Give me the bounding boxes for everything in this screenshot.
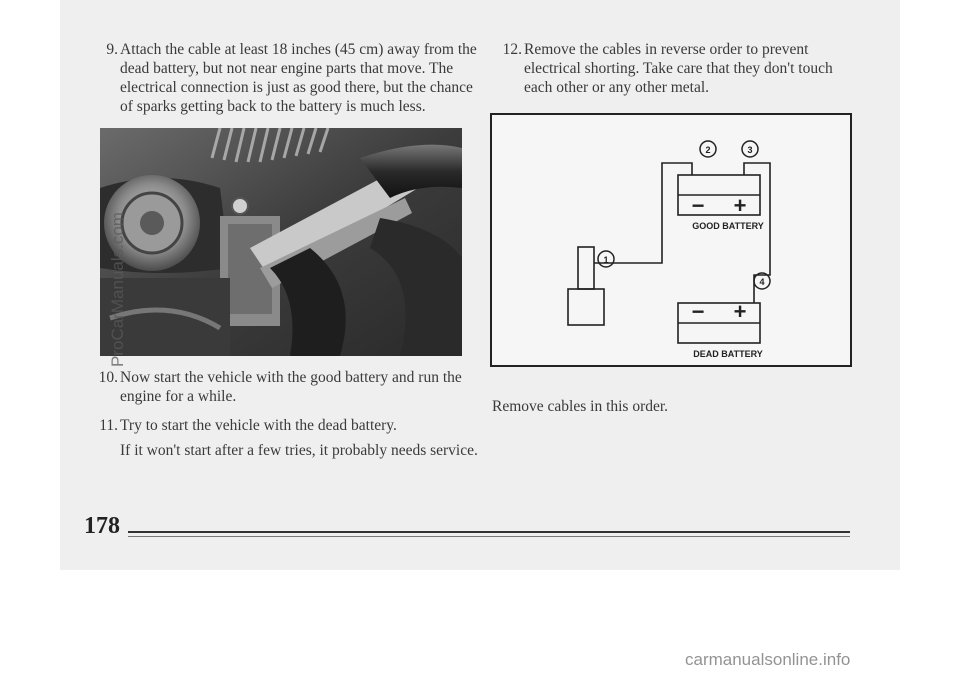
- engine-ground-block: [568, 289, 604, 325]
- footer-rule-thin: [128, 536, 850, 537]
- diagram-caption: Remove cables in this order.: [492, 398, 669, 415]
- dead-minus-symbol: −: [691, 299, 705, 324]
- step-11-note: If it won't start after a few tries, it probably needs service.: [120, 442, 478, 459]
- step-12-number: 12.: [502, 41, 522, 58]
- page-number: 178: [84, 513, 120, 539]
- good-battery-label: GOOD BATTERY: [692, 221, 764, 231]
- good-minus-symbol: −: [691, 193, 705, 218]
- svg-text:3: 3: [747, 145, 753, 155]
- marker-1: [598, 251, 614, 267]
- step-9-text: Attach the cable at least 18 inches (45 cm) away from the dead battery, but not near engine parts that move. The electrical connection is just as good there, but the chance of sparks getting back to the battery is much less.: [120, 41, 477, 115]
- step-10-text: Now start the vehicle with the good battery and run the engine for a while.: [120, 369, 462, 405]
- step-9: [88, 40, 478, 116]
- step-11: [88, 416, 478, 476]
- marker-2: [700, 141, 716, 157]
- side-watermark: ProCarManuals.com: [108, 212, 127, 367]
- svg-text:2: 2: [705, 145, 711, 155]
- dead-battery-label: DEAD BATTERY: [693, 349, 763, 359]
- step-12-text: Remove the cables in reverse order to prevent electrical shorting. Take care that they don't touch each other or any other metal.: [524, 41, 833, 96]
- good-plus-symbol: +: [733, 193, 747, 218]
- engine-bay-photo: [100, 128, 462, 356]
- dead-plus-symbol: +: [733, 299, 747, 324]
- step-12: [492, 40, 852, 97]
- step-10: [88, 368, 478, 406]
- cable-3: [744, 163, 770, 303]
- step-10-number: 10.: [98, 369, 118, 386]
- step-9-number: 9.: [106, 41, 118, 58]
- svg-text:1: 1: [603, 255, 609, 265]
- svg-text:4: 4: [759, 277, 765, 287]
- footer-rule: [128, 531, 850, 533]
- marker-3: [742, 141, 758, 157]
- cable-removal-diagram: [490, 113, 852, 367]
- step-11-number: 11.: [99, 417, 118, 434]
- step-11-text: Try to start the vehicle with the dead battery.: [120, 417, 397, 434]
- bottom-watermark: carmanualsonline.info: [685, 650, 851, 669]
